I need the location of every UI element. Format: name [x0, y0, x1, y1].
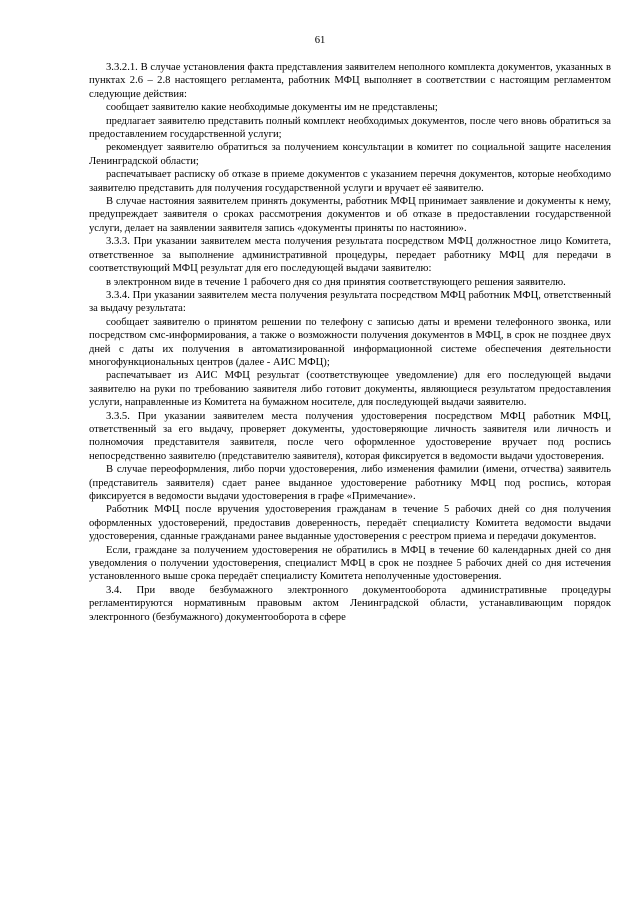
paragraph: рекомендует заявителю обратиться за получением консультации в комитет по социальной защите населения Ленинградской области; [89, 142, 611, 167]
paragraph: 3.3.3. При указании заявителем места получения результата посредством МФЦ должностное лицо Комитета, ответственное за выполнение административной процедуры, передает работнику МФЦ для передачи в соответствующий МФЦ результат для его последующей выдачи заявителю: [89, 236, 611, 275]
paragraph: Работник МФЦ после вручения удостоверения гражданам в течение 5 рабочих дней со дня получения оформленных удостоверений, предоставив доверенность, передаёт специалисту Комитета ведомости выдачи удостоверения, сданные гражданами ранее выданные удостоверения с реестром приема и передачи документов. [89, 504, 611, 543]
paragraph: предлагает заявителю представить полный комплект необходимых документов, после чего вновь обратиться за предоставлением государственной услуги; [89, 115, 611, 141]
paragraph: В случае настояния заявителем принять документы, работник МФЦ принимает заявление и документы к нему, предупреждает заявителя о сроках рассмотрения документов и об отказе в предоставлении государственной услуги, делает на заявлении заявителя запись «документы приняты по настоянию». [89, 196, 611, 234]
paragraph: 3.3.2.1. В случае установления факта представления заявителем неполного комплекта документов, указанных в пунктах 2.6 – 2.8 настоящего регламента, работник МФЦ выполняет в соответствии с настоящим регламентом следующие действия: [89, 62, 611, 100]
paragraph: в электронном виде в течение 1 рабочего дня со дня принятия соответствующего решения заявителю. [106, 276, 566, 288]
paragraph: распечатывает расписку об отказе в приеме документов с указанием перечня документов, которые необходимо заявителю представить для получения государственной услуги и вручает её заявителю. [89, 169, 611, 194]
page-number: 61 [314, 35, 326, 46]
paragraph: 3.3.4. При указании заявителем места получения результата посредством МФЦ работник МФЦ, ответственный за выдачу результата: [89, 289, 611, 315]
paragraph: 3.3.5. При указании заявителем места получения удостоверения посредством МФЦ работник МФЦ, ответственный за его выдачу, проверяет документы, удостоверяющие личность заявителя или личность и полномочия представителя заявителя, после чего оформленное удостоверение вручает под роспись непосредственно заявителю (представителю заявителя), которая фиксируется в ведомости выдачи удостоверения. [89, 410, 611, 462]
paragraph: сообщает заявителю о принятом решении по телефону с записью даты и времени телефонного звонка, или посредством смс-информирования, а также о возможности получения документов в МФЦ, в срок не позднее двух дней с даты их получения в автоматизированной информационной системе обеспечения деятельности многофункциональных центров (далее - АИС МФЦ); [89, 316, 611, 368]
document-body [89, 61, 611, 624]
paragraph: В случае переоформления, либо порчи удостоверения, либо изменения фамилии (имени, отчества) заявитель (представитель заявителя) сдает ранее выданное удостоверение работнику МФЦ под роспись, которая фиксируется в ведомости выдачи удостоверения в графе «Примечание». [89, 464, 611, 502]
paragraph: 3.4. При вводе безбумажного электронного документооборота административные процедуры регламентируются нормативным правовым актом Ленинградской области, устанавливающим порядок электронного (безбумажного) документооборота в сфере [89, 584, 611, 623]
paragraph: распечатывает из АИС МФЦ результат (соответствующее уведомление) для его последующей выдачи заявителю на руки по требованию заявителя либо готовит документы, являющиеся результатом предоставления услуги, направленные из Комитета на бумажном носителе, для последующей выдачи заявителю. [89, 370, 611, 409]
paragraph: сообщает заявителю какие необходимые документы им не представлены; [106, 102, 438, 114]
paragraph: Если, граждане за получением удостоверения не обратились в МФЦ в течение 60 календарных дней со дня уведомления о получении удостоверения, специалист МФЦ в срок не позднее 5 рабочих дней со дня истечения установленного выше срока передаёт специалисту Комитета неполученные удостоверения. [89, 544, 611, 583]
